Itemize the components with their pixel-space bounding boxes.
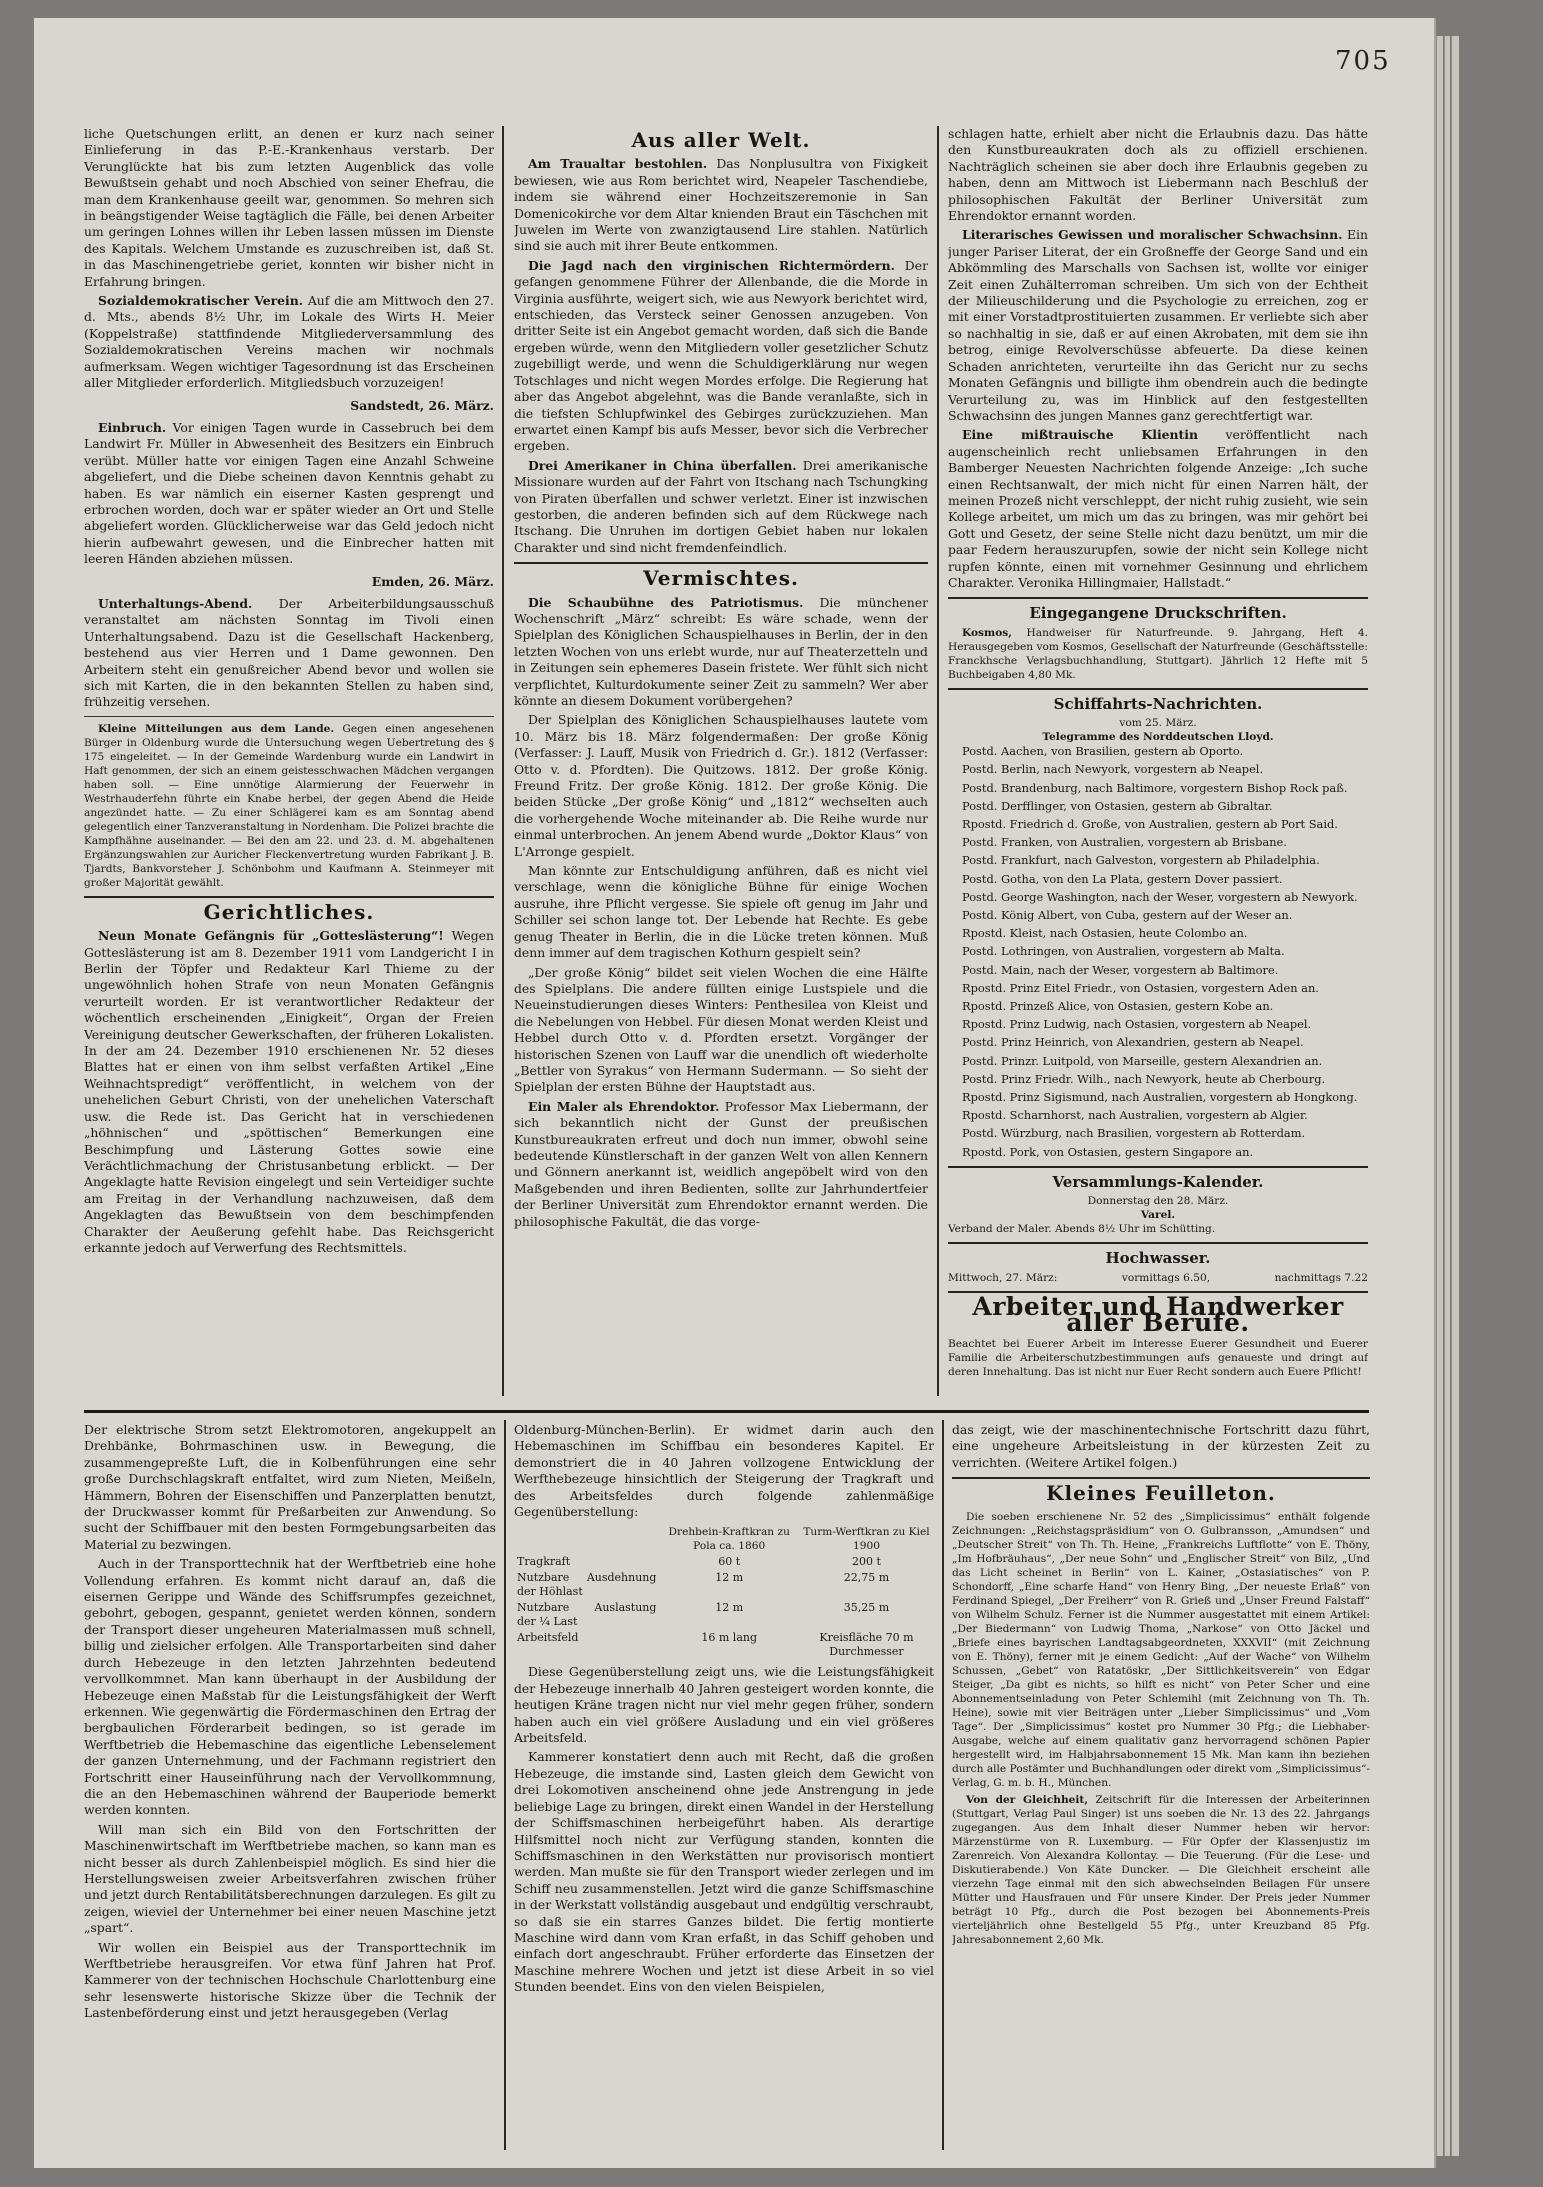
article-text: Die soeben erschienene Nr. 52 des „Simplicissimus“ enthält folgende Zeichnungen: „Reichstagspräsidium“ von O. Gulbransson, „Amundsen“ und „Deutscher Streit“ von Th. Th. Heine, „Frankreichs Luftflotte“ von E. Thöny, „Im Hofbräuhaus“, „Der neue Sohn“ und „Englischer Streit“ von Bilz, „Und das Licht scheinet in Berlin“ von L. Kainer, „Ostasiatisches“ von P. Schondorff, „Eine scharfe Hand“ von Henry Bing, „Der neueste Erlaß“ von Ferdinand Spiegel, „Der Freiherr“ von R. Grieß und „Unser Freund Falstaff“ von Wilhelm Schulz. Ferner ist die Nummer ausgestattet mit einem Artikel: „Der Biedermann“ von Ludwig Thoma, „Narkose“ von Otto Jäckel und „Briefe eines bayrischen Landtagsabgeordneten, XXXVII“ (mit Zeichnung von E. Thöny), ferner mit je einem Gedicht: „Auf der Wache“ von Wilhelm Schussen, „Gebet“ von Ratatöskr, „Der Sittlichkeitsverein“ von Edgar Steiger, „Da gibt es nichts, so hilft es nicht“ von Peter Scher und eine Abonnementseinladung von Peter Schlemihl (mit Zeichnung von Th. Th. Heine), sowie mit vier Beiträgen unter „Lieber Simplicissimus“ und „Vom Tage“. Der „Simplicissimus“ kostet pro Nummer 30 Pfg.; die Liebhaber-Ausgabe, welche auf einem qualitativ ganz hervorragend schönen Papier hergestellt wird, im Halbjahrsabonnement 15 Mk. Man kann ihn beziehen durch alle Postämter und Buchhandlungen oder direkt vom „Simplicissimus“-Verlag, G. m. b. H., München. [952,1510,1370,1789]
article-text: Oldenburg-München-Berlin). Er widmet darin auch den Hebemaschinen im Schiffbau ein besonderes Kapitel. Er demonstriert die in 40 Jahren vollzogene Entwicklung der Werfthebezeuge hinsichtlich der Steigerung der Tragkraft und des Arbeitsfeldes durch folgende zahlenmäßige Gegenüberstellung: [514,1422,934,1520]
article-lead: Sozialdemokratischer Verein. [98,293,304,309]
divider [948,1166,1368,1168]
section-divider [84,1410,1369,1413]
section-heading: Eingegangene Druckschriften. [1029,604,1287,623]
article-paragraph [948,427,1368,591]
page-edge [1436,36,1443,2156]
dateline: Sandstedt, 26. März. [350,397,494,413]
column-2 [514,126,928,1396]
article-lead: Am Traualtar bestohlen. [528,156,708,172]
ship-entry: Postd. Brandenburg, nach Baltimore, vorgestern Bishop Rock paß. [962,780,1348,795]
table-cell: Tragkraft [517,1555,571,1569]
article-text: Der elektrische Strom setzt Elektromotoren, angekuppelt an Drehbänke, Bohrmaschinen usw. in Bewegung, die zusammengepreßte Luft, die in Kolbenführungen eine sehr große Durchschlagskraft entfaltet, wird zum Nieten, Meißeln, Hämmern, Bohren der Eisenschiffen und Panzerplatten benutzt, der Druckwasser kommt für Preßarbeiten zur Anwendung. So sucht der Schiffbauer mit den besten Formgebungsarbeiten das Material zu bezwingen. [84,1422,496,1552]
ship-entry: Postd. König Albert, von Cuba, gestern auf der Weser an. [962,908,1293,923]
table-header: Drehbein-Kraftkran zu Pola ca. 1860 [668,1526,790,1553]
section-heading: Aus aller Welt. [631,128,811,152]
page-number: 705 [1335,46,1391,76]
ship-entry: Postd. Würzburg, nach Brasilien, vorgestern ab Rotterdam. [962,1126,1306,1141]
table-cell: 60 t [718,1555,741,1569]
column-divider [937,126,939,1396]
crane-comparison-table [514,1524,934,1660]
ship-entry: Rpostd. Prinzeß Alice, von Ostasien, gestern Kobe an. [962,999,1274,1014]
article-paragraph [84,596,494,711]
article-text: Der Arbeiterbildungsausschuß veranstaltet am nächsten Sonntag im Tivoli einen Unterhaltungsabend. Dazu ist die Gesellschaft Hackenberg, bestehend aus vier Herren und 1 Dame gewonnen. Den Arbeitern steht ein genußreicher Abend bevor und wollen sie sich mit Karten, die in den bekannten Stellen zu haben sind, frühzeitig versehen. [84,595,494,710]
ship-entry: Postd. Prinz Friedr. Wilh., nach Newyork, heute ab Cherbourg. [962,1071,1326,1086]
article-paragraph [514,458,928,556]
bottom-column-3 [952,1422,1370,2150]
ship-entry: Postd. Frankfurt, nach Galveston, vorgestern ab Philadelphia. [962,853,1320,868]
dateline: Emden, 26. März. [371,573,494,589]
article-text: Vor einigen Tagen wurde in Cassebruch bei dem Landwirt Fr. Müller in Abwesenheit des Besitzers ein Einbruch verübt. Müller hatte vor einigen Tagen eine Anzahl Schweine abgeliefert, und die Diebe scheinen davon Kenntnis gehabt zu haben. Es war nämlich ein eiserner Kasten gesprengt und erbrochen worden, doch war er später wieder an Ort und Stelle abgeliefert worden. Glücklicherweise war das Geld jedoch nicht hierin aufbewahrt gewesen, und die Einbrecher hatten mit leeren Händen abziehen müssen. [84,419,494,567]
section-heading: Schiffahrts-Nachrichten. [1053,694,1263,713]
article-lead: Von der Gleichheit, [966,1793,1089,1806]
article-text: Ein junger Pariser Literat, der ein Großneffe der George Sand und ein Abkömmling des Marschalls von Sachsen ist, wollte vor einiger Zeit einen Zuhälterroman schreiben. Um sich von der Echtheit der Milieuschilderung und die Psychologie zu erreichen, zog er mit einer Vorstadtprostituierten zusammen. Er verliebte sich aber so nachhaltig in sie, daß er auf einen Akrobaten, mit dem sie ihn betrog, einige Revolverschüsse abfeuerte. Da diese keinen Schaden anrichteten, verurteilte ihn das Gericht nur zu sechs Monaten Gefängnis und billigte ihm obendrein auch die bedingte Verurteilung zu, was im Hinblick auf den festgestellten Schwachsinn des jungen Mannes ganz gerechtfertigt war. [948,227,1368,423]
table-row [514,1554,934,1570]
ship-entry: Rpostd. Prinz Sigismund, nach Australien, vorgestern ab Hongkong. [962,1090,1358,1105]
ship-entry: Rpostd. Scharnhorst, nach Australien, vorgestern ab Algier. [962,1108,1308,1123]
table-row [514,1600,934,1630]
section-heading: Vermischtes. [643,566,799,591]
notice-text: Beachtet bei Euerer Arbeit im Interesse Euerer Gesundheit und Euerer Familie die Arbeiterschutzbestimmungen aufs genaueste und dringt auf deren Innehaltung. Das ist nicht nur Euer Recht sondern auch Euere Pflicht! [948,1338,1368,1379]
ship-entry: Rpostd. Prinz Ludwig, nach Ostasien, vorgestern ab Neapel. [962,1017,1312,1032]
table-header [514,1524,659,1554]
article-lead: Neun Monate Gefängnis für „Gotteslästerung“! [98,928,444,944]
ship-entry: Rpostd. Prinz Eitel Friedr., von Ostasien, vorgestern Aden an. [962,980,1319,995]
divider [514,562,928,564]
article-text: Der gefangen genommene Führer der Allenbande, die die Morde in Virginia ausführte, weigert sich, wie aus Newyork berichtet wird, entschieden, das Versteck seiner Genossen anzugeben. Von dritter Seite ist ein Angebot gemacht worden, daß sich die Bande ergeben würde, wenn den Mitgliedern voller gesetzlicher Schutz zugebilligt werde, und wenn die Schuldigerklärung nur wegen Totschlages und nicht wegen Mordes erfolge. Die Regierung hat aber das Angebot abgelehnt, was die Bande veranlaßte, sich in die tiefsten Schlupfwinkel des Gebirges zurückzuziehen. Man erwartet einen Kampf bis aufs Messer, bevor sich die Verbrecher ergeben. [514,257,928,454]
divider [948,597,1368,599]
table-cell: Kreisfläche 70 m Durchmesser [819,1631,914,1659]
ship-entry: Postd. Aachen, von Brasilien, gestern ab Oporto. [962,744,1244,759]
page-edge [1444,36,1450,2156]
article-lead: Kleine Mitteilungen aus dem Lande. [98,722,335,735]
article-paragraph [948,227,1368,424]
article-text: Drei amerikanische Missionare wurden auf der Fahrt von Itschang nach Tschungking von Piraten überfallen und schwer verletzt. Einer ist inzwischen gestorben, die anderen befinden sich auf dem Rückwege nach Itschang. Die Unruhen im dortigen Gebiet haben nur lokalen Charakter und sind nicht fremdenfeindlich. [514,457,928,555]
article-lead: Die Jagd nach den virginischen Richtermördern. [528,257,895,273]
column-divider [502,126,504,1396]
table-cell: Nutzbare Auslastung der ¼ Last [517,1601,657,1629]
ship-entry: Postd. Gotha, von den La Plata, gestern Dover passiert. [962,871,1283,886]
divider [84,896,494,898]
article-text: liche Quetschungen erlitt, an denen er kurz nach seiner Einlieferung in das P.-E.-Krankenhaus verstarb. Der Verunglückte hat bis zum letzten Augenblick das volle Bewußtsein gehabt und noch Abschied von seiner Ehefrau, die man dem Krankenhause geeilt war, genommen. So mehren sich in beängstigender Weise tagtäglich die Fälle, bei denen Arbeiter um geringen Lohnes willen ihr Leben lassen müssen im Dienste des Kapitals. Welchem Umstande es zuzuschreiben ist, daß St. in das Maschinengetriebe geriet, konnten wir bisher nicht in Erfahrung bringen. [84,126,494,289]
article-text: Auf die am Mittwoch den 27. d. Mts., abends 8½ Uhr, im Lokale des Wirts H. Meier (Koppelstraße) stattfindende Mitgliederversammlung des Sozialdemokratischen Vereins machen wir nochmals aufmerksam. Wegen wichtiger Tagesordnung ist das Erscheinen aller Mitglieder erforderlich. Mitgliedsbuch vorzuzeigen! [84,293,494,391]
table-row [514,1570,934,1600]
table-cell: 12 m [715,1571,744,1585]
ship-entry: Postd. Franken, von Australien, vorgestern ab Brisbane. [962,835,1287,850]
article-paragraph [84,722,494,890]
bottom-column-1 [84,1422,496,2150]
table-cell: Nutzbare Ausdehnung der Höhlast [517,1571,657,1599]
article-text: veröffentlicht nach augenscheinlich recht unliebsamen Erfahrungen in den Bamberger Neuesten Nachrichten folgende Anzeige: „Ich suche einen Rechtsanwalt, der mich nicht für einen Narren hält, der meinen Prozeß nicht verschleppt, der nicht ruhig zusieht, wie sein Kollege arbeitet, um mich um das zu bringen, was mir gehört bei Gott und Gesetz, der seine Stelle nicht dazu benützt, um mir die paar Federn herauszurupfen, sowie der nicht sein Kollege nicht rupfen könnte, einen mit vornehmer Gesinnung und ehrlichem Charakter. Veronika Hillingmaier, Hallstadt.“ [948,427,1368,590]
section-heading: Versammlungs-Kalender. [1052,1172,1264,1191]
ship-list [948,744,1368,1160]
column-divider [504,1420,506,2150]
article-lead: Unterhaltungs-Abend. [98,595,253,611]
article-text: Kammerer konstatiert denn auch mit Recht, daß die großen Hebezeuge, die imstande sind, Lasten gleich dem Gewicht von drei Lokomotiven anscheinend ohne jede Anstrengung in jede beliebige Lage zu bringen, direkt einen Wandel in der Herstellung der Schiffsmaschinen herbeigeführt haben. Als derartige Hilfsmittel noch nicht zur Verfügung standen, konnten die Schiffsmaschinen in den Werkstätten nur provisorisch montiert werden. Man mußte sie für den Transport wieder zerlegen und im Schiff neu zusammenstellen. Jetzt wird die ganze Schiffsmaschine in der Werkstatt vollständig ausgebaut und endgültig verschraubt, so daß sie ein starres Ganzes bildet. Die fertig montierte Maschine wird dann vom Kran erfaßt, in das Schiff gehoben und einfach dort angeschraubt. Früher erforderte das Einsetzen der Maschine mehrere Wochen und jetzt ist diese Arbeit in so viel Stunden beendet. Eins von den vielen Beispielen, [514,1749,934,1995]
ship-entry: Postd. George Washington, nach der Weser, vorgestern ab Newyork. [962,889,1358,904]
article-text: Der Spielplan des Königlichen Schauspielhauses lautete vom 10. März bis 18. März folgendermaßen: Der große König (Verfasser: J. Lauff, Musik von Friedrich d. Gr.). 1812 (Verfasser: Otto v. d. Pfordten). Die Quitzows. 1812. Der große König. Freund Fritz. Der große König. 1812. Der große König. Die beiden Stücke „Der große König“ und „1812“ wechselten auch die vorhergehende Woche miteinander ab. Die Reihe wurde nur einmal unterbrochen. An jenem Abend wurde „Doktor Klaus“ von L'Arronge gespielt. [514,712,928,859]
article-paragraph [84,928,494,1256]
table-cell: 12 m [715,1601,744,1615]
ship-entry: Postd. Derfflinger, von Ostasien, gestern ab Gibraltar. [962,798,1273,813]
table-cell: 35,25 m [843,1601,890,1615]
ship-entry: Rpostd. Kleist, nach Ostasien, heute Colombo an. [962,926,1248,941]
article-lead: Kosmos, [962,626,1012,639]
section-heading: Kleines Feuilleton. [1046,1481,1276,1506]
article-paragraph [514,156,928,254]
section-heading: Hochwasser. [1105,1249,1211,1268]
article-text: Wir wollen ein Beispiel aus der Transporttechnik im Werftbetriebe herausgreifen. Vor etwa fünf Jahren hat Prof. Kammerer von der technischen Hochschule Charlottenburg eine sehr lesenswerte historische Skizze über die Technik der Lastenbeförderung einst und jetzt herausgegeben (Verlag [84,1939,496,2021]
article-lead: Literarisches Gewissen und moralischer Schwachsinn. [962,227,1343,243]
article-text: Handweiser für Naturfreunde. 9. Jahrgang, Heft 4. Herausgegeben vom Kosmos, Gesellschaft der Naturfreunde (Geschäftsstelle: Franckhsche Verlagsbuchhandlung, Stuttgart). Jährlich 12 Hefte mit 5 Buchbeigaben 4,80 Mk. [948,626,1368,681]
divider [952,1477,1370,1479]
section-heading: Gerichtliches. [203,899,375,924]
vers-item: Verband der Maler. Abends 8½ Uhr im Schütting. [948,1223,1216,1236]
article-paragraph [84,420,494,568]
table-header: Turm-Werftkran zu Kiel 1900 [803,1526,930,1553]
article-text: Gegen einen angesehenen Bürger in Oldenburg wurde die Untersuchung wegen Uebertretung des § 175 eingeleitet. — In der Gemeinde Wardenburg wurde ein Landwirt in Haft genommen, der sich an einem geistesschwachen Mädchen vergangen haben soll. — Eine unnötige Alarmierung der Feuerwehr in Westrhauderfehn führte ein Knabe herbei, der gegen Abend die Heide angezündet hatte. — Zu einer Schlägerei kam es am Sonntag abend gelegentlich einer Tanzveranstaltung in Nordenham. Die Polizei brachte die Kampfhähne auseinander. — Bei den am 22. und 23. d. M. abgehaltenen Ergänzungswahlen zur Auricher Fleckenvertretung wurden Fabrikant J. B. Tjardts, Bankvorsteher J. Schönbohm und Kaufmann A. Steinmeyer mit großer Majorität gewählt. [84,722,494,889]
article-paragraph [514,1099,928,1230]
article-text: „Der große König“ bildet seit vielen Wochen die eine Hälfte des Spielplans. Die andere füllten einige Lustspiele und die Neueinstudierungen dieses Winters: Penthesilea von Kleist und die Nebelungen von Hebbel. Für diesen Monat werden Kleist und Hebbel durch Otto v. d. Pfordten ersetzt. Vorgänger der historischen Szenen von Lauff war die unendlich oft wiederholte „Bettler von Syrakus“ von Hermann Sudermann. — So sieht der Spielplan der ersten Bühne der Hauptstadt aus. [514,964,928,1095]
table-cell: 200 t [852,1555,881,1569]
article-lead: Die Schaubühne des Patriotismus. [528,594,804,610]
table-cell: Arbeitsfeld [517,1631,579,1645]
ship-entry: Rpostd. Pork, von Ostasien, gestern Singapore an. [962,1144,1254,1159]
ship-entry: Postd. Main, nach der Weser, vorgestern ab Baltimore. [962,962,1279,977]
article-text: Diese Gegenüberstellung zeigt uns, wie die Leistungsfähigkeit der Hebezeuge innerhalb 40 Jahren gesteigert worden konnte, die heutigen Kräne tragen nicht nur viel mehr gegen früher, sondern haben auch ein viel größere Ausladung und ein viel größeres Arbeitsfeld. [514,1664,934,1746]
notice-heading: Arbeiter und Handwerker aller Berufe. [972,1291,1344,1338]
table-header-row [514,1524,934,1554]
ship-entry: Postd. Berlin, nach Newyork, vorgestern ab Neapel. [962,762,1264,777]
schiff-date: vom 25. März. [1119,717,1197,730]
table-row [514,1630,934,1660]
column-divider [942,1420,944,2150]
ship-entry: Postd. Prinzr. Luitpold, von Marseille, gestern Alexandrien an. [962,1053,1323,1068]
article-paragraph [84,293,494,391]
hochwasser-day: Mittwoch, 27. März: [948,1271,1058,1284]
article-lead: Ein Maler als Ehrendoktor. [528,1098,720,1114]
vers-date: Donnerstag den 28. März. [1087,1195,1229,1208]
vers-place: Varel. [1140,1209,1176,1222]
column-3 [948,126,1368,1396]
article-paragraph [948,626,1368,682]
divider [948,1242,1368,1244]
article-text: Zeitschrift für die Interessen der Arbeiterinnen (Stuttgart, Verlag Paul Singer) ist uns soeben die Nr. 13 des 22. Jahrgangs zugegangen. Aus dem Inhalt dieser Nummer heben wir hervor: Märzenstürme von R. Luxemburg. — Für Opfer der Klassenjustiz im Zarenreich. Von Alexandra Kollontay. — Die Teuerung. (Für die Lese- und Diskutierabende.) Von Käte Duncker. — Die Gleichheit erscheint alle vierzehn Tage einmal mit den sich abwechselnden Beilagen Für unsere Mütter und Hausfrauen und Für unsere Kinder. Der Preis jeder Nummer beträgt 10 Pfg., durch die Post bezogen bei Abonnements-Preis vierteljährlich ohne Bestellgeld 55 Pfg., unter Kreuzband 85 Pfg. Jahresabonnement 2,60 Mk. [952,1793,1370,1946]
article-paragraph [514,595,928,710]
ship-entry: Postd. Prinz Heinrich, von Alexandrien, gestern ab Neapel. [962,1035,1304,1050]
article-text: Auch in der Transporttechnik hat der Werftbetrieb eine hohe Vollendung erfahren. Es kommt nicht darauf an, daß die eisernen Gerippe und Wände des Schiffsrumpfes gezeichnet, gebohrt, gebogen, gespannt, genietet werden können, sondern der Transport dieser ungeheuren Materialmassen muß schnell, billig und zielsicher erfolgen. Alle Transportarbeiten sind daher durch Hebezeuge in den letzten Jahrzehnten bedeutend vervollkommnet. Man kann überhaupt in der Ausbildung der Hebezeuge einen Maßstab für die Leistungsfähigkeit der Werft erkennen. Wie gegenwärtig die Fördermaschinen den Ertrag der bergbaulichen Förderarbeit bedingen, so ist gerade im Werftbetrieb die Hebemaschine das eigentliche Lebenselement der ganzen Unternehmung, und der Fachmann registriert den Fortschritt einer Hauseinführung nach der Vervollkommnung, die an den Hebemaschinen während der Bauperiode bemerkt werden konnten. [84,1556,496,1818]
table-cell: 16 m lang [701,1631,758,1645]
article-lead: Eine mißtrauische Klientin [962,427,1198,443]
column-1 [84,126,494,1396]
ship-entry: Postd. Lothringen, von Australien, vorgestern ab Malta. [962,944,1285,959]
hochwasser-row [948,1271,1368,1285]
article-text: Will man sich ein Bild von den Fortschritten der Maschinenwirtschaft im Werftbetriebe machen, so kann man es nicht besser als durch Zahlenbeispiel möglich. Es sind hier die Herstellungsweisen zweier Arbeitsverfahren zwischen früher und jetzt durch Rentabilitätsberechnungen darzulegen. Es gilt zu zeigen, wieviel der Unternehmer bei einer neuen Maschine jetzt „spart“. [84,1821,496,1936]
article-text: Die münchener Wochenschrift „März“ schreibt: Es wäre schade, wenn der Spielplan des Königlichen Schauspielhauses in Berlin, der in den letzten Wochen von uns erlebt wurde, nur auf Theaterzetteln und in Zeitungen sein ephemeres Dasein fristete. Wer fühlt sich nicht verpflichtet, Kulturdokumente seiner Zeit zu sammeln? Wer aber könnte an diesem Dokument vorübergehen? [514,594,928,708]
article-text: Professor Max Liebermann, der sich bekanntlich nicht der Gunst der preußischen Kunstbureaukraten erfreut und doch nun immer, obwohl seine bedeutende Künstlerschaft in der ganzen Welt von allen Kennern und Gönnern anerkannt ist, weidlich angepöbelt wird von den Maßgebenden und ihren Bedienten, sollte zur Jahrhundertfeier der Berliner Universität zum Ehrendoktor ernannt werden. Die philosophische Fakultät, die das vorge- [514,1098,928,1229]
divider [948,688,1368,690]
divider [84,716,494,717]
article-lead: Einbruch. [98,419,167,435]
article-paragraph [952,1793,1370,1947]
article-text: das zeigt, wie der maschinentechnische Fortschritt dazu führt, eine ungeheure Arbeitsleistung in der kürzesten Zeit zu verrichten. (Weitere Artikel folgen.) [952,1422,1370,1470]
article-text: Man könnte zur Entschuldigung anführen, daß es nicht viel verschlage, wenn die königliche Bühne für einige Wochen ausruhe, ihre Pflicht vergesse. Sie spiele oft genug im Jahr und Schiller sei schon lange tot. Der Lebende hat Rechte. Es gebe genug Theater in Berlin, die in die Lücke treten können. Muß denn immer auf dem tragischen Kothurn gespielt sein? [514,863,928,961]
ship-entry: Rpostd. Friedrich d. Große, von Australien, gestern ab Port Said. [962,817,1338,831]
hochwasser-morning: vormittags 6.50, [1121,1271,1211,1284]
bottom-column-2 [514,1422,934,2150]
page-edge [1451,36,1459,2156]
schiff-subheading: Telegramme des Norddeutschen Lloyd. [1042,731,1274,744]
article-paragraph [514,258,928,455]
article-lead: Drei Amerikaner in China überfallen. [528,457,797,473]
hochwasser-evening: nachmittags 7.22 [1274,1271,1368,1284]
table-cell: 22,75 m [843,1571,890,1585]
article-text: Wegen Gotteslästerung ist am 8. Dezember 1911 vom Landgericht I in Berlin der Töpfer und Redakteur Karl Thieme zu der ungewöhnlich hohen Strafe von neun Monaten Gefängnis verurteilt worden. Er ist verantwortlicher Redakteur der wöchentlich erscheinenden „Einigkeit“, Organ der Freien Vereinigung deutscher Gewerkschaften, der früheren Lokalisten. In der am 24. Dezember 1910 erschienenen Nr. 52 dieses Blattes hat er einen von ihm selbst verfaßten Artikel „Eine Weihnachtspredigt“ veröffentlicht, in welchem von der unehelichen Geburt Christi, von der unehelichen Vaterschaft usw. die Rede ist. Das Gericht hat in verschiedenen „höhnischen“ und „spöttischen“ Bemerkungen eine Beschimpfung und Lästerung Gottes sowie eine Verächtlichmachung der Christusanbetung erblickt. — Der Angeklagte hatte Revision eingelegt und sein Verteidiger suchte am Freitag in der Verhandlung nachzuweisen, daß dem Angeklagten das Bewußtsein von dem beschimpfenden Charakter der Aeußerung gefehlt habe. Das Reichsgericht erkannte jedoch auf Verwerfung des Rechtsmittels. [84,928,494,1255]
article-text: schlagen hatte, erhielt aber nicht die Erlaubnis dazu. Das hätte den Kunstbureaukraten doch als zu offiziell erschienen. Nachträglich scheinen sie aber doch ihre Erlaubnis gegeben zu haben, denn am Mittwoch ist Liebermann nach Beschluß der philosophischen Fakultät der Berliner Universität zum Ehrendoktor ernannt worden. [948,126,1368,224]
article-text: Das Nonplusultra von Fixigkeit bewiesen, wie aus Rom berichtet wird, Neapeler Taschendiebe, indem sie während einer Hochzeitszeremonie in San Domenicokirche vor dem Altar knienden Braut ein Täschchen mit Juwelen im Werte von zwanzigtausend Lire stahlen. Natürlich sind sie auch mit ihrer Beute entkommen. [514,156,928,254]
